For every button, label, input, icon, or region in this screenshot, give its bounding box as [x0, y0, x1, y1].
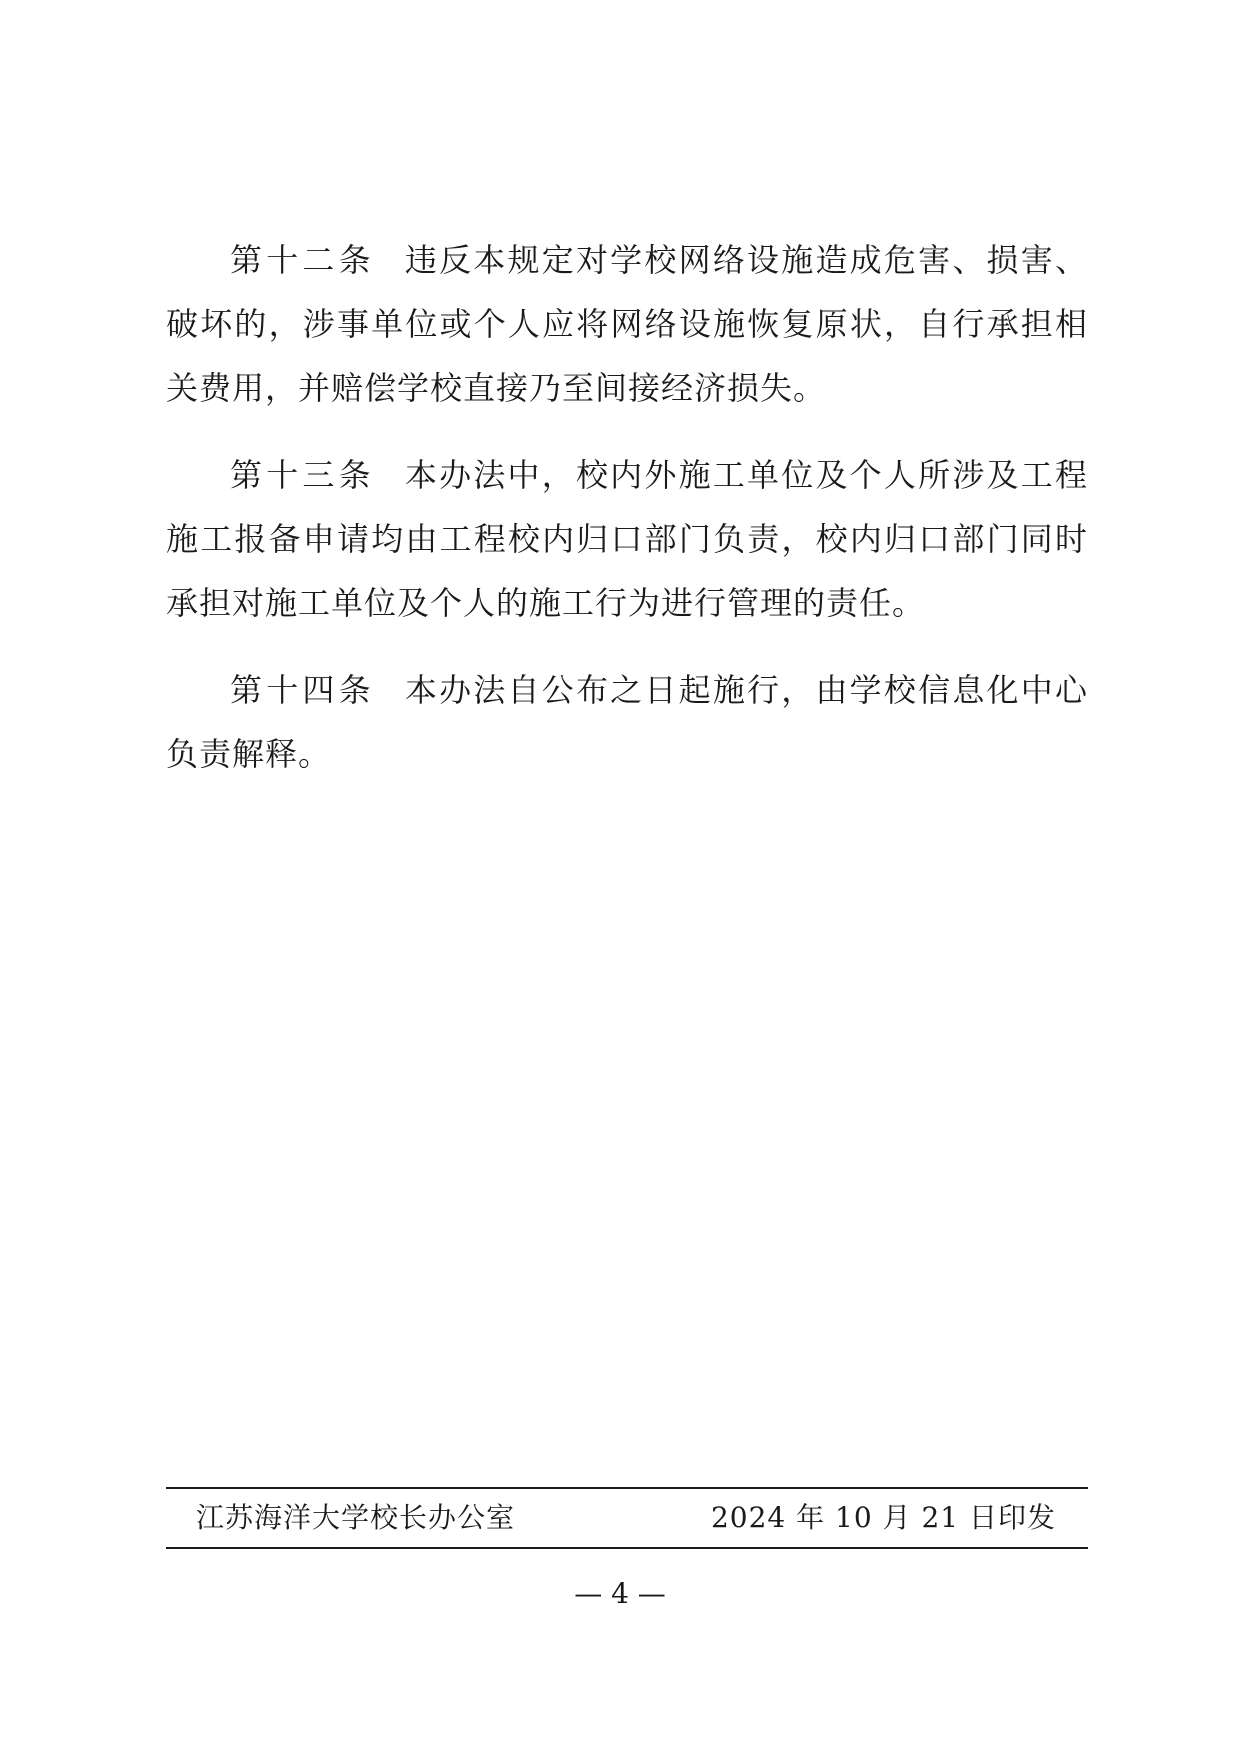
document-body — [166, 228, 1088, 809]
footer-issuer: 江苏海洋大学校长办公室 — [196, 1501, 516, 1534]
article-13 — [166, 443, 1088, 635]
article-14 — [166, 658, 1088, 786]
footer-bottom-rule — [166, 1547, 1088, 1549]
article-number: 第十三条 — [230, 456, 375, 494]
article-text: 违反本规定对学校网络设施造成危害、损害、破坏的，涉事单位或个人应将网络设施恢复原状，自行承担相关费用，并赔偿学校直接乃至间接经济损失。 — [166, 241, 1088, 407]
page-number: — 4 — — [574, 1577, 666, 1610]
article-12 — [166, 228, 1088, 420]
article-text: 本办法中，校内外施工单位及个人所涉及工程施工报备申请均由工程校内归口部门负责，校内归口部门同时承担对施工单位及个人的施工行为进行管理的责任。 — [166, 456, 1088, 622]
article-number: 第十四条 — [230, 671, 375, 709]
article-text: 本办法自公布之日起施行，由学校信息化中心负责解释。 — [166, 671, 1088, 773]
article-number: 第十二条 — [230, 241, 375, 279]
footer-issue-date: 2024 年 10 月 21 日印发 — [710, 1501, 1056, 1534]
footer-top-rule — [166, 1487, 1088, 1489]
